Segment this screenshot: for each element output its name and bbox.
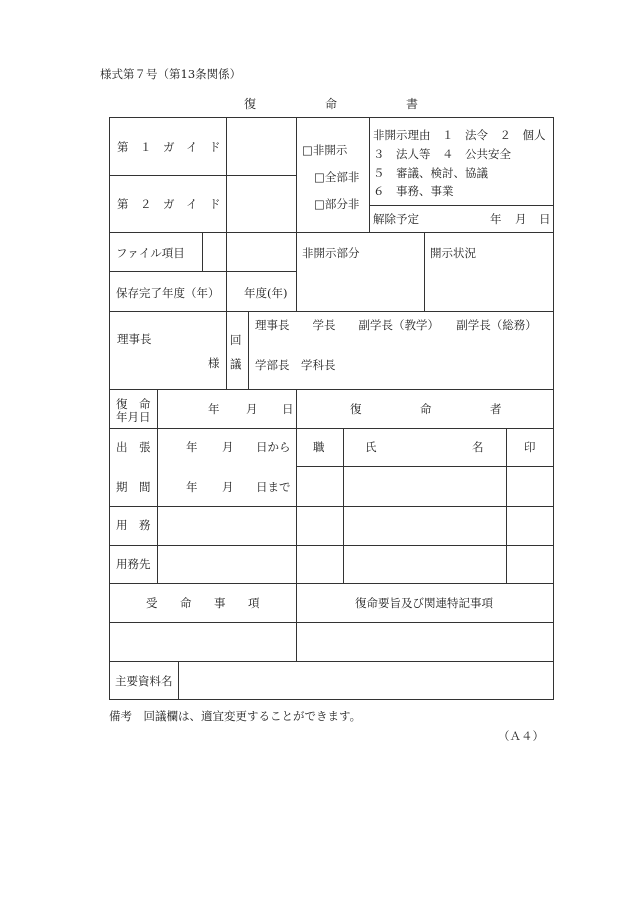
line-business-bottom bbox=[109, 545, 554, 546]
guide1-label: 第 １ ガ イ ド bbox=[117, 140, 221, 154]
line-matters-bottom bbox=[109, 661, 554, 662]
vline-top-mid bbox=[296, 117, 297, 311]
gi-label: 議 bbox=[230, 357, 242, 371]
received-char-4: 項 bbox=[248, 596, 260, 610]
footer-note: 備考 回議欄は、適宜変更することができます。 bbox=[109, 709, 362, 723]
chairman-label: 理事長 bbox=[117, 332, 152, 346]
reason-line-3: ５ 審議、検討、協議 bbox=[373, 166, 488, 180]
vline-in bbox=[506, 428, 507, 583]
shi-label: 氏 bbox=[365, 440, 377, 454]
summary-label: 復命要旨及び関連特記事項 bbox=[355, 596, 493, 610]
received-char-2: 命 bbox=[180, 596, 192, 610]
form-number: 様式第７号（第13条関係） bbox=[100, 67, 242, 81]
report-date-label-top: 復 命 bbox=[116, 397, 151, 411]
shoku-label: 職 bbox=[313, 440, 325, 454]
reporter-char-3: 者 bbox=[490, 402, 502, 416]
title-char-2: 命 bbox=[325, 97, 338, 111]
mei-label: 名 bbox=[472, 440, 484, 454]
line-guide-split bbox=[109, 175, 296, 176]
destination-label: 用務先 bbox=[116, 557, 151, 571]
received-char-3: 事 bbox=[214, 596, 226, 610]
trip-to-month: 月 bbox=[222, 480, 234, 494]
approver-row-1: 理事長 学長 副学長（教学） 副学長（総務） bbox=[255, 318, 537, 332]
line-matters-header-bottom bbox=[109, 622, 554, 623]
materials-label: 主要資料名 bbox=[115, 674, 173, 688]
retention-label: 保存完了年度（年） bbox=[116, 286, 220, 300]
fiscal-year-label: 年度(年) bbox=[244, 286, 288, 300]
reason-line-2: ３ 法人等 ４ 公共安全 bbox=[373, 147, 511, 161]
report-month: 月 bbox=[246, 402, 258, 416]
release-month: 月 bbox=[515, 212, 527, 226]
received-char-1: 受 bbox=[146, 596, 158, 610]
trip-from-label: 日から bbox=[256, 440, 291, 454]
report-date-label-bottom: 年月日 bbox=[116, 410, 151, 424]
seal-label: 印 bbox=[524, 440, 536, 454]
line-date-bottom bbox=[109, 428, 554, 429]
release-label: 解除予定 bbox=[373, 212, 419, 226]
kai-label: 回 bbox=[230, 333, 242, 347]
vline-guide-value bbox=[226, 117, 227, 232]
vline-disclosure bbox=[424, 232, 425, 311]
paper-size: （Ａ４） bbox=[498, 729, 544, 743]
reason-line-4: ６ 事務、事業 bbox=[373, 184, 454, 198]
title-char-3: 書 bbox=[406, 97, 419, 111]
nondisclosed-part-label: 非開示部分 bbox=[302, 246, 360, 260]
partial-nondisclosure-checkbox[interactable]: □部分非 bbox=[314, 197, 360, 211]
guide2-label: 第 ２ ガ イ ド bbox=[117, 197, 221, 211]
nondisclosure-checkbox[interactable]: □非開示 bbox=[302, 143, 348, 157]
reporter-char-1: 復 bbox=[350, 402, 362, 416]
vline-reason bbox=[369, 117, 370, 232]
line-release-top bbox=[369, 205, 554, 206]
line-approval-bottom bbox=[109, 389, 554, 390]
vline-file-label bbox=[202, 232, 203, 271]
line-guide-bottom bbox=[109, 232, 554, 233]
business-label: 用 務 bbox=[116, 518, 151, 532]
file-item-label: ファイル項目 bbox=[116, 246, 185, 260]
title-char-1: 復 bbox=[244, 97, 257, 111]
release-day: 日 bbox=[539, 212, 551, 226]
trip-from-month: 月 bbox=[222, 440, 234, 454]
trip-from-year: 年 bbox=[186, 440, 198, 454]
report-day: 日 bbox=[282, 402, 294, 416]
vline-materials bbox=[178, 661, 179, 700]
line-header-row-bottom bbox=[296, 466, 554, 467]
kikan-label: 期 間 bbox=[116, 480, 151, 494]
vline-label-col bbox=[157, 389, 158, 583]
vline-bottom-mid bbox=[296, 389, 297, 661]
sama-label: 様 bbox=[208, 356, 220, 370]
all-nondisclosure-checkbox[interactable]: □全部非 bbox=[314, 170, 360, 184]
line-file-split bbox=[109, 271, 296, 272]
approver-row-2: 学部長 学科長 bbox=[255, 358, 336, 372]
line-file-bottom bbox=[109, 311, 554, 312]
vline-file-value bbox=[226, 232, 227, 311]
trip-to-label: 日まで bbox=[256, 480, 291, 494]
line-trip-bottom bbox=[109, 506, 554, 507]
line-destination-bottom bbox=[109, 583, 554, 584]
shutcho-label: 出 張 bbox=[116, 440, 151, 454]
report-year: 年 bbox=[208, 402, 220, 416]
vline-shoku bbox=[343, 428, 344, 583]
disclosure-status-label: 開示状況 bbox=[430, 246, 476, 260]
reason-line-1: 非開示理由 １ 法令 ２ 個人 bbox=[373, 128, 546, 142]
trip-to-year: 年 bbox=[186, 480, 198, 494]
reporter-char-2: 命 bbox=[420, 402, 432, 416]
vline-kaigi-left bbox=[226, 311, 227, 389]
vline-kaigi-right bbox=[248, 311, 249, 389]
release-year: 年 bbox=[490, 212, 502, 226]
